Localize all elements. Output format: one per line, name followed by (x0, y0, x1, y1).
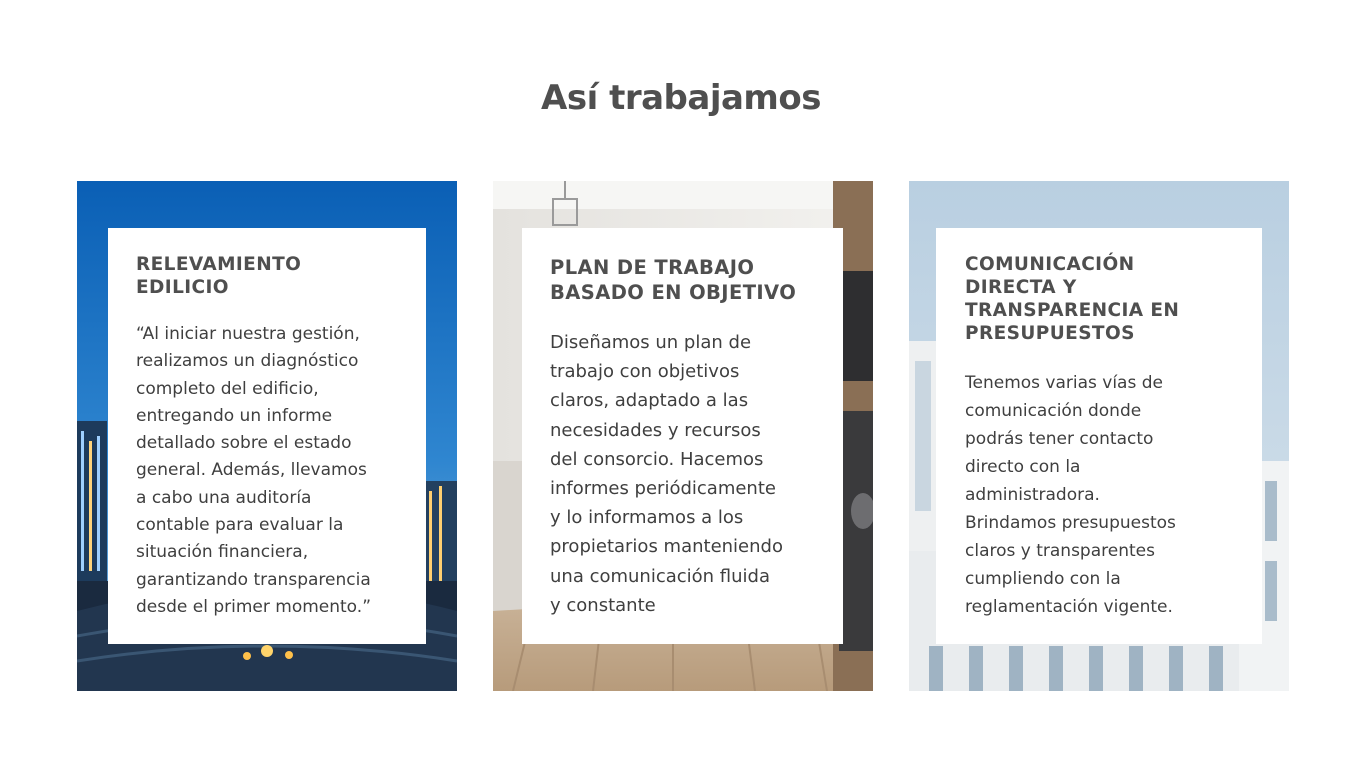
card-text-line: garantizando transparencia (136, 569, 371, 590)
card-heading-line: PLAN DE TRABAJO (550, 256, 755, 279)
card-text-line: una comunicación fluida (550, 565, 770, 587)
card-text-line: necesidades y recursos (550, 419, 761, 441)
card-heading-line: TRANSPARENCIA EN (965, 300, 1180, 321)
card-text-line: contable para evaluar la (136, 515, 344, 536)
card-text-box (108, 228, 426, 644)
card-description (965, 369, 1242, 621)
card-text-line: realizamos un diagnóstico (136, 351, 359, 372)
card-heading-line: COMUNICACIÓN (965, 254, 1135, 275)
card-description (136, 321, 406, 621)
card-heading-line: EDILICIO (136, 277, 229, 298)
card-text-line: entregando un informe (136, 405, 333, 426)
card-text-line: claros y transparentes (965, 541, 1155, 561)
card-text-box (522, 228, 843, 644)
card-text-line: trabajo con objetivos (550, 361, 740, 383)
card-text-line: y lo informamos a los (550, 507, 744, 529)
card-text-line: cumpliendo con la (965, 569, 1121, 589)
card-heading-line: PRESUPUESTOS (965, 323, 1135, 344)
card-text-line: Diseñamos un plan de (550, 332, 752, 353)
card-text-line: reglamentación vigente. (965, 597, 1173, 617)
card-text-box (936, 228, 1262, 644)
card-text-line: directo con la (965, 457, 1081, 477)
card-heading (136, 253, 406, 299)
card-plan-de-trabajo (493, 181, 873, 691)
card-text-line: completo del edificio, (136, 378, 319, 399)
card-description (550, 328, 823, 620)
card-text-line: Tenemos varias vías de (965, 373, 1163, 393)
card-text-line: “Al iniciar nuestra gestión, (136, 324, 360, 344)
card-heading (965, 253, 1242, 345)
page-title: Así trabajamos (541, 78, 821, 118)
card-text-line: situación financiera, (136, 542, 309, 563)
card-text-line: administradora. (965, 485, 1100, 505)
card-text-line: desde el primer momento.” (136, 596, 371, 617)
card-text-line: del consorcio. Hacemos (550, 448, 764, 470)
card-text-line: a cabo una auditoría (136, 487, 312, 508)
card-text-line: general. Además, llevamos (136, 460, 367, 481)
card-text-line: y constante (550, 594, 656, 616)
card-heading-line: DIRECTA Y (965, 277, 1077, 298)
card-text-line: detallado sobre el estado (136, 433, 352, 454)
card-heading-line: BASADO EN OBJETIVO (550, 281, 797, 304)
card-text-line: claros, adaptado a las (550, 390, 749, 412)
card-heading-line: RELEVAMIENTO (136, 254, 302, 275)
card-text-line: Brindamos presupuestos (965, 513, 1176, 533)
card-text-line: podrás tener contacto (965, 429, 1154, 449)
card-text-line: comunicación donde (965, 401, 1142, 421)
card-relevamiento (77, 181, 457, 691)
card-comunicacion (909, 181, 1289, 691)
card-text-line: informes periódicamente (550, 478, 776, 500)
card-text-line: propietarios manteniendo (550, 536, 783, 558)
card-heading (550, 255, 823, 305)
